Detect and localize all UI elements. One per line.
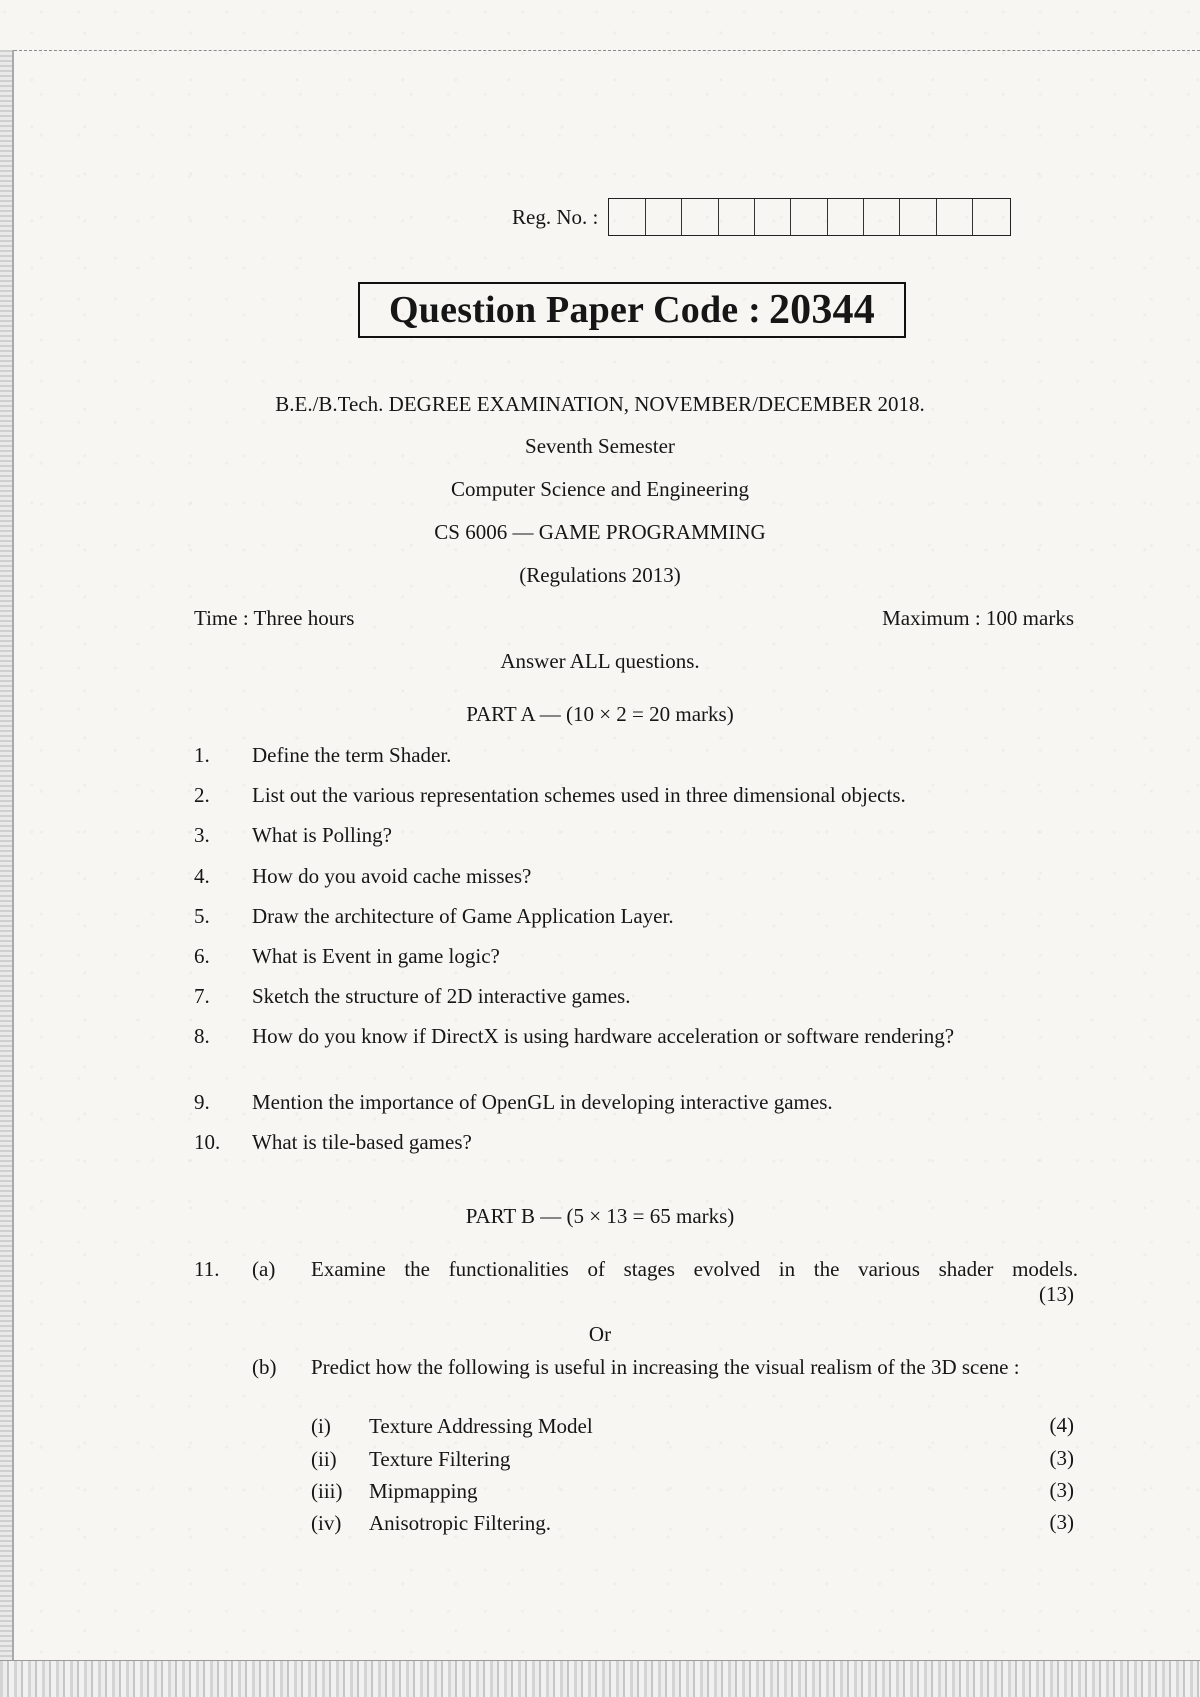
question-item <box>194 863 1074 889</box>
department: Computer Science and Engineering <box>451 477 749 501</box>
subpart-marks: (4) <box>1049 1413 1074 1437</box>
instruction: Answer ALL questions. <box>500 649 700 673</box>
semester: Seventh Semester <box>525 434 675 458</box>
question-number: 2. <box>194 783 210 807</box>
reg-number-label: Reg. No. : <box>512 204 599 229</box>
question-paper-code-label: Question Paper Code : <box>389 289 761 331</box>
question-paper-code-box <box>358 282 906 338</box>
question-number: 1. <box>194 743 210 767</box>
question-item <box>194 782 1074 808</box>
subpart-label: (ii) <box>311 1447 337 1471</box>
part-a-title: PART A — (10 × 2 = 20 marks) <box>466 702 734 726</box>
question-number: 8. <box>194 1024 210 1048</box>
question-item <box>194 1089 1074 1115</box>
reg-number-box <box>900 199 936 235</box>
question-text: What is tile-based games? <box>252 1130 472 1154</box>
scan-edge-top <box>14 50 1200 51</box>
regulations: (Regulations 2013) <box>519 563 681 587</box>
option-label-a: (a) <box>252 1257 276 1281</box>
exam-title: B.E./B.Tech. DEGREE EXAMINATION, NOVEMBER/DECEMBER 2018. <box>275 392 925 416</box>
subpart-marks: (3) <box>1049 1510 1074 1534</box>
question-text: Draw the architecture of Game Application Layer. <box>252 904 674 928</box>
reg-number-boxes <box>608 198 1010 236</box>
question-text: How do you avoid cache misses? <box>252 864 532 888</box>
option-a-text-line <box>311 1256 1078 1282</box>
scan-edge-left <box>0 50 14 1660</box>
question-item <box>194 742 1074 768</box>
question-text: List out the various representation schemes used in three dimensional objects. <box>252 783 906 807</box>
reg-number-box <box>828 199 864 235</box>
reg-number-box <box>755 199 791 235</box>
subpart-text: Texture Addressing Model <box>369 1414 593 1438</box>
question-paper-code: 20344 <box>768 287 875 333</box>
question-text: How do you know if DirectX is using hardware acceleration or software rendering? <box>252 1024 955 1048</box>
question-item <box>194 983 1074 1009</box>
reg-number-box <box>682 199 718 235</box>
reg-number-box <box>791 199 827 235</box>
question-number: 4. <box>194 864 210 888</box>
question-item <box>194 1129 1074 1155</box>
option-label-b: (b) <box>252 1355 277 1379</box>
scan-edge-bottom <box>0 1660 1200 1697</box>
subpart-text: Anisotropic Filtering. <box>369 1511 551 1535</box>
question-number: 6. <box>194 944 210 968</box>
subpart-marks: (3) <box>1049 1446 1074 1470</box>
reg-number-box <box>646 199 682 235</box>
question-text: What is Event in game logic? <box>252 944 500 968</box>
reg-number-row <box>512 197 1011 237</box>
option-a-text: Examine the functionalities of stages evolved in the various shader models. <box>311 1257 1078 1281</box>
question-number: 3. <box>194 823 210 847</box>
time-allowed: Time : Three hours <box>194 606 355 630</box>
question-number: 10. <box>194 1130 221 1154</box>
subpart-text: Mipmapping <box>369 1479 478 1503</box>
question-item <box>194 822 1074 848</box>
reg-number-box <box>609 199 645 235</box>
question-item <box>194 903 1074 929</box>
subpart-label: (i) <box>311 1414 331 1438</box>
subpart-label: (iv) <box>311 1511 342 1535</box>
question-text: Mention the importance of OpenGL in developing interactive games. <box>252 1090 833 1114</box>
subpart-label: (iii) <box>311 1479 343 1503</box>
reg-number-box <box>937 199 973 235</box>
or-separator: Or <box>588 1322 612 1346</box>
question-number: 5. <box>194 904 210 928</box>
subpart-marks: (3) <box>1049 1478 1074 1502</box>
reg-number-box <box>864 199 900 235</box>
option-b-text: Predict how the following is useful in increasing the visual realism of the 3D scene : <box>311 1355 1020 1379</box>
option-a-marks: (13) <box>1039 1282 1074 1306</box>
question-text: Sketch the structure of 2D interactive games. <box>252 984 631 1008</box>
subpart-text: Texture Filtering <box>369 1447 511 1471</box>
question-item <box>194 1023 1074 1049</box>
question-item <box>194 943 1074 969</box>
course-title: CS 6006 — GAME PROGRAMMING <box>434 520 766 544</box>
reg-number-box <box>719 199 755 235</box>
question-text: Define the term Shader. <box>252 743 452 767</box>
question-number: 11. <box>194 1257 220 1281</box>
question-number: 9. <box>194 1090 210 1114</box>
maximum-marks: Maximum : 100 marks <box>882 606 1074 630</box>
part-b-title: PART B — (5 × 13 = 65 marks) <box>465 1204 735 1228</box>
question-number: 7. <box>194 984 210 1008</box>
time-marks-row <box>194 606 1074 631</box>
reg-number-box <box>973 199 1009 235</box>
question-text: What is Polling? <box>252 823 392 847</box>
